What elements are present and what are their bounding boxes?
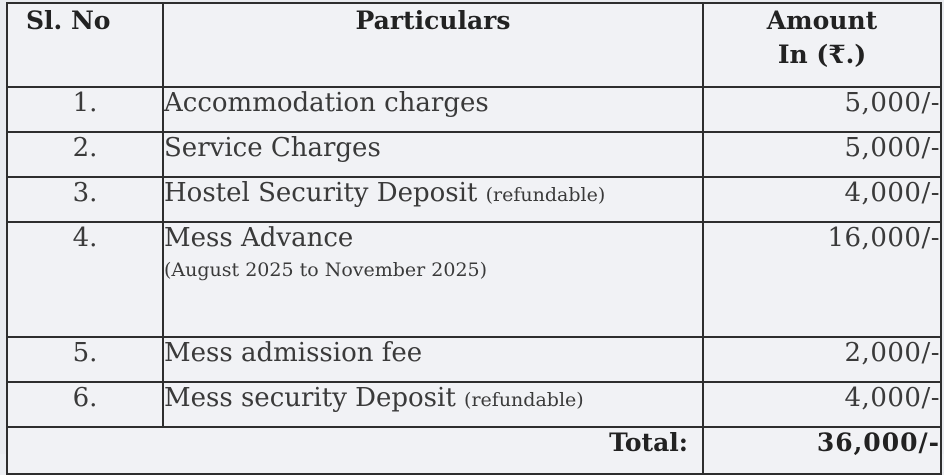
particular-text: Mess security Deposit [164,383,456,413]
particular-text: Mess Advance [164,223,354,253]
row-sl-no: 6. [7,382,163,427]
table-row [7,87,941,132]
row-sl-no: 3. [7,177,163,222]
row-particular [163,177,703,222]
row-sl-no: 4. [7,222,163,337]
header-sl-no: Sl. No [7,3,163,87]
row-amount: 4,000/- [703,177,941,222]
row-amount: 4,000/- [703,382,941,427]
refundable-note: (refundable) [485,184,606,206]
table-row [7,222,941,337]
fee-table [6,2,942,475]
row-sl-no: 1. [7,87,163,132]
row-particular [163,222,703,337]
total-row [7,427,941,474]
total-label: Total: [7,427,703,474]
header-amount [703,3,941,87]
header-amount-line2: In (₹.) [777,40,867,69]
period-note: (August 2025 to November 2025) [164,259,488,281]
row-amount: 5,000/- [703,87,941,132]
header-particulars: Particulars [163,3,703,87]
row-amount: 5,000/- [703,132,941,177]
particular-text: Hostel Security Deposit [164,178,478,208]
row-amount: 2,000/- [703,337,941,382]
refundable-note: (refundable) [464,389,584,411]
table-row [7,382,941,427]
particular-text: Mess admission fee [164,338,423,368]
row-particular [163,132,703,177]
table-row [7,337,941,382]
row-sl-no: 2. [7,132,163,177]
table-row [7,132,941,177]
header-amount-line1: Amount [766,6,878,35]
total-amount: 36,000/- [703,427,941,474]
table-row [7,177,941,222]
table-header-row [7,3,941,87]
particular-text: Accommodation charges [164,88,489,118]
row-amount: 16,000/- [703,222,941,337]
row-sl-no: 5. [7,337,163,382]
particular-text: Service Charges [164,133,381,163]
row-particular [163,87,703,132]
row-particular [163,382,703,427]
row-particular [163,337,703,382]
